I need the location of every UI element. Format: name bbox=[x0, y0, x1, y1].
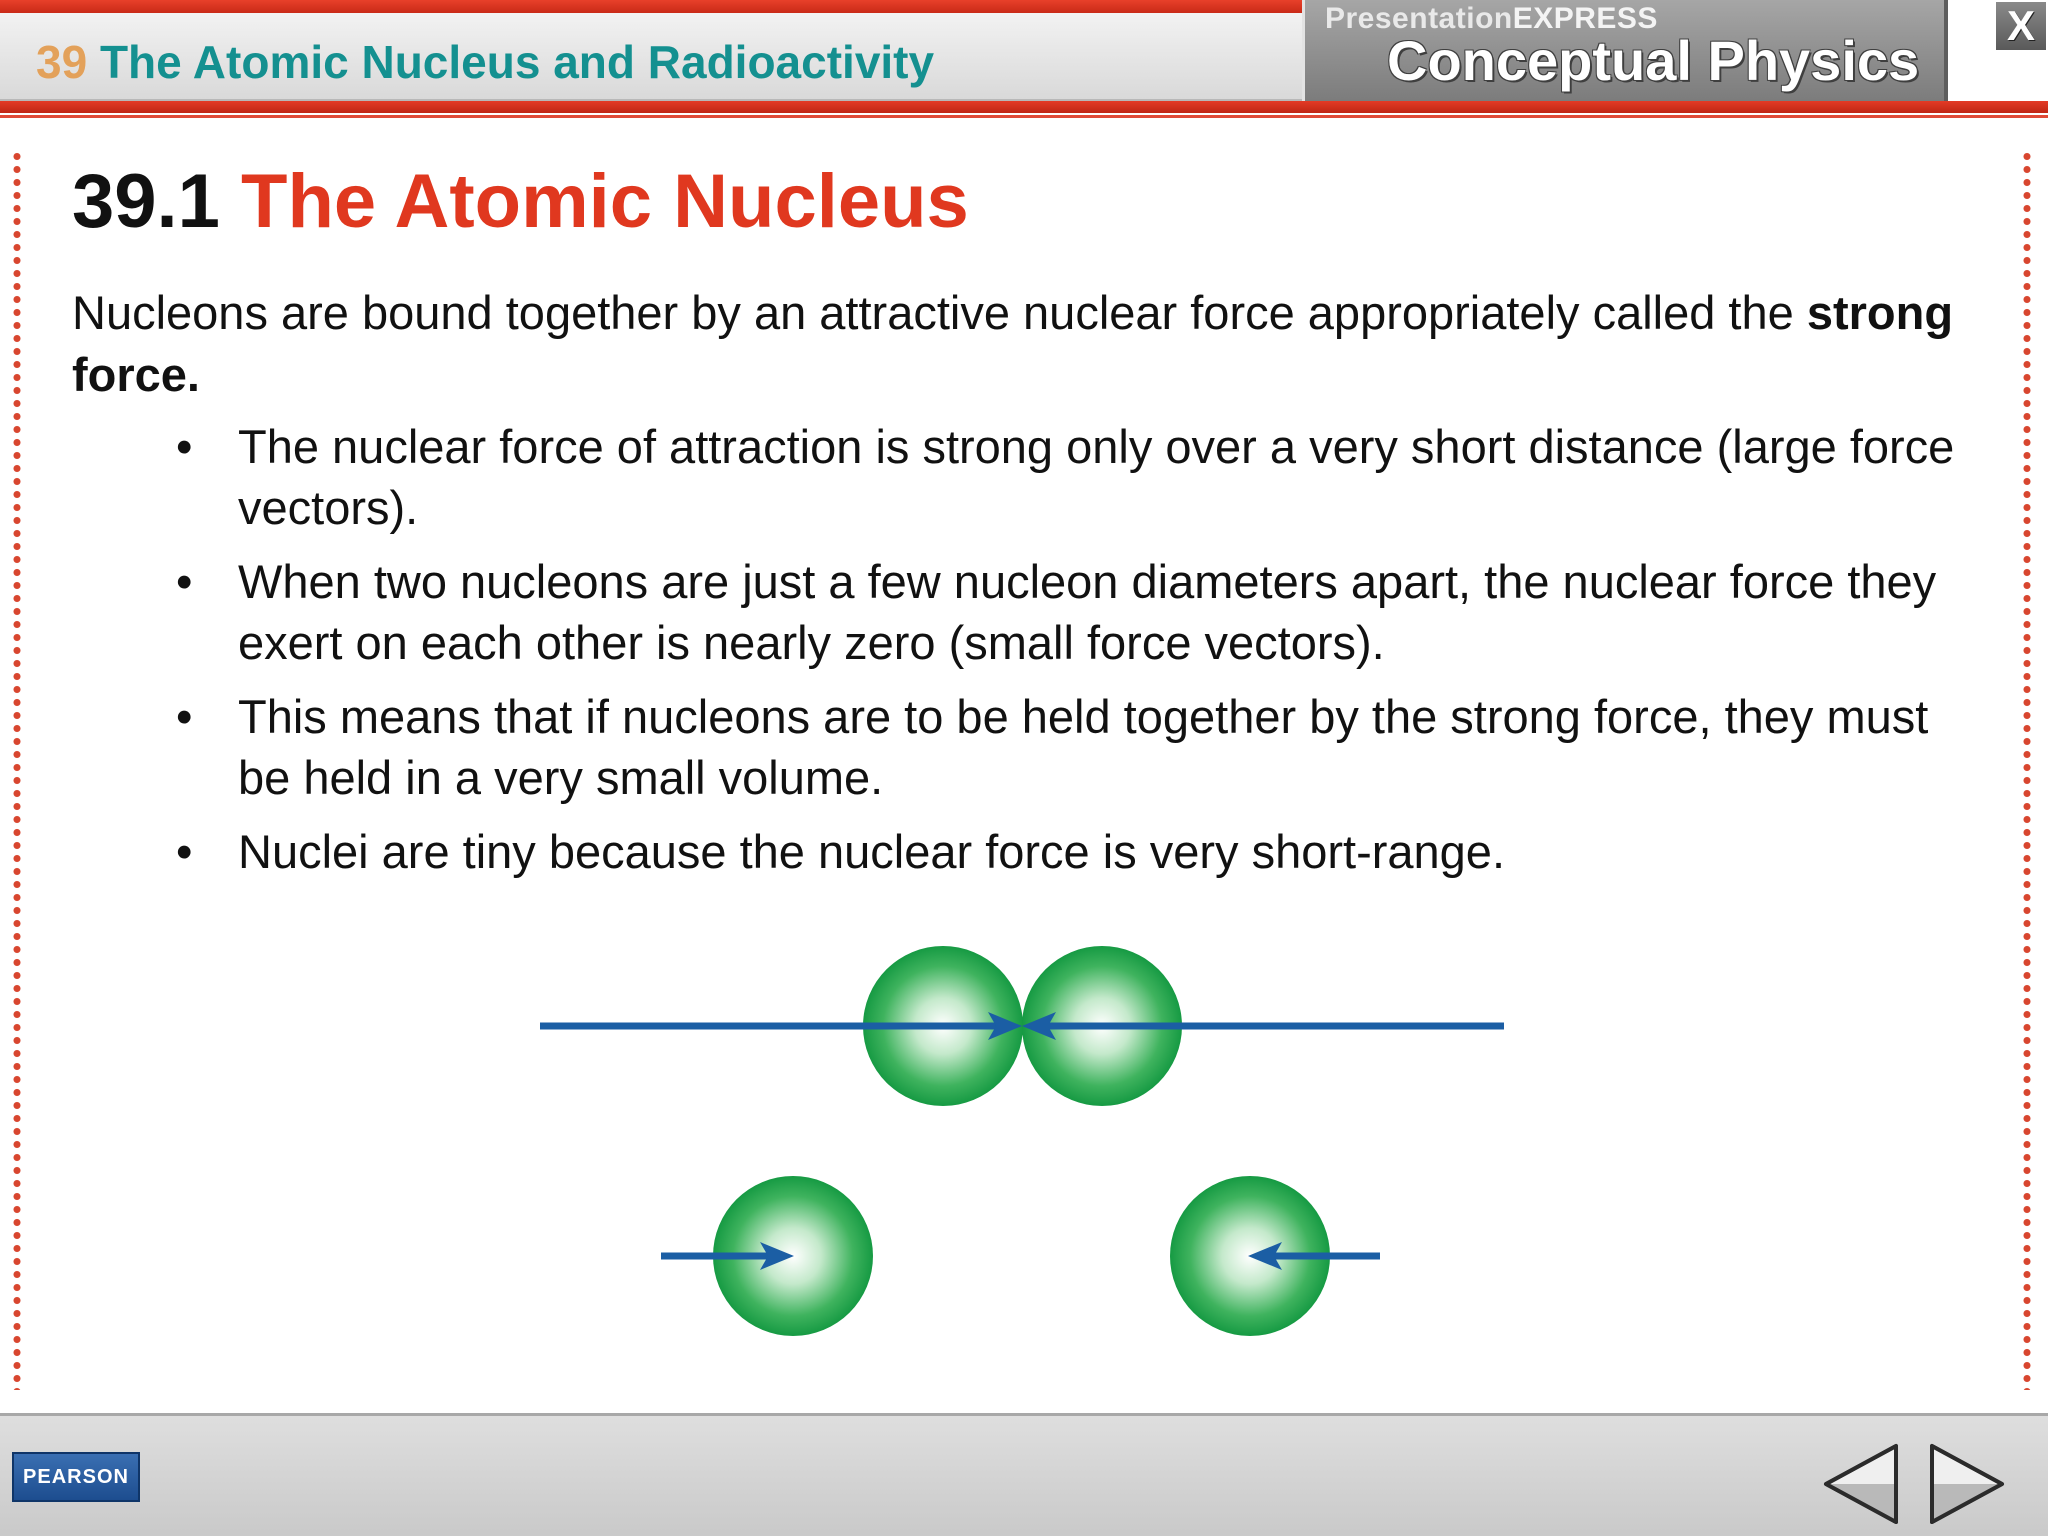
bullet-text: The nuclear force of attraction is strong only over a very short distance (large force vectors). bbox=[238, 420, 1955, 534]
bullet-text: Nuclei are tiny because the nuclear force is very short-range. bbox=[238, 825, 1506, 878]
nucleon-force-diagram bbox=[0, 900, 2048, 1360]
intro-text: Nucleons are bound together by an attractive nuclear force appropriately called the bbox=[72, 286, 1807, 339]
bullet-text: When two nucleons are just a few nucleon diameters apart, the nuclear force they exert on each other is nearly zero (small force vectors). bbox=[238, 555, 1937, 669]
header-top-stripe bbox=[0, 0, 1310, 13]
previous-slide-button[interactable] bbox=[1820, 1440, 1902, 1528]
chapter-title bbox=[36, 35, 934, 89]
bullet-item bbox=[72, 416, 1992, 538]
footer-bar bbox=[0, 1413, 2048, 1536]
chapter-number: 39 bbox=[36, 36, 88, 88]
intro-paragraph bbox=[72, 282, 1992, 406]
section-number: 39.1 bbox=[72, 159, 220, 244]
bullet-text: This means that if nucleons are to be held together by the strong force, they must be held in a very small volume. bbox=[238, 690, 1929, 804]
bullet-marker: • bbox=[176, 555, 193, 608]
close-button[interactable]: X bbox=[1994, 0, 2048, 52]
chapter-title-text: The Atomic Nucleus and Radioactivity bbox=[99, 36, 935, 88]
header-bar bbox=[0, 0, 2048, 122]
bullet-item bbox=[72, 551, 1992, 673]
pearson-logo: PEARSON bbox=[12, 1452, 140, 1502]
slide-title bbox=[72, 158, 969, 245]
bullet-marker: • bbox=[176, 825, 193, 878]
bullet-item bbox=[72, 686, 1992, 808]
brand-title: Conceptual Physics bbox=[1387, 29, 1920, 92]
brand-logo bbox=[1302, 0, 1948, 101]
close-nucleon-pair bbox=[540, 946, 1504, 1106]
distant-nucleon-pair bbox=[661, 1176, 1380, 1336]
bullet-marker: • bbox=[176, 690, 193, 743]
bullet-list bbox=[72, 416, 1992, 895]
brand-suffix: EXPRESS bbox=[1512, 2, 1658, 35]
header-bottom-line bbox=[0, 115, 2048, 118]
header-bottom-stripe bbox=[0, 101, 2048, 113]
bullet-item bbox=[72, 821, 1992, 882]
next-slide-button[interactable] bbox=[1926, 1440, 2008, 1528]
intro-bold-term: strong force. bbox=[72, 286, 1954, 401]
brand-prefix: Presentation bbox=[1325, 2, 1513, 35]
bullet-marker: • bbox=[176, 420, 193, 473]
section-title: The Atomic Nucleus bbox=[241, 159, 969, 244]
